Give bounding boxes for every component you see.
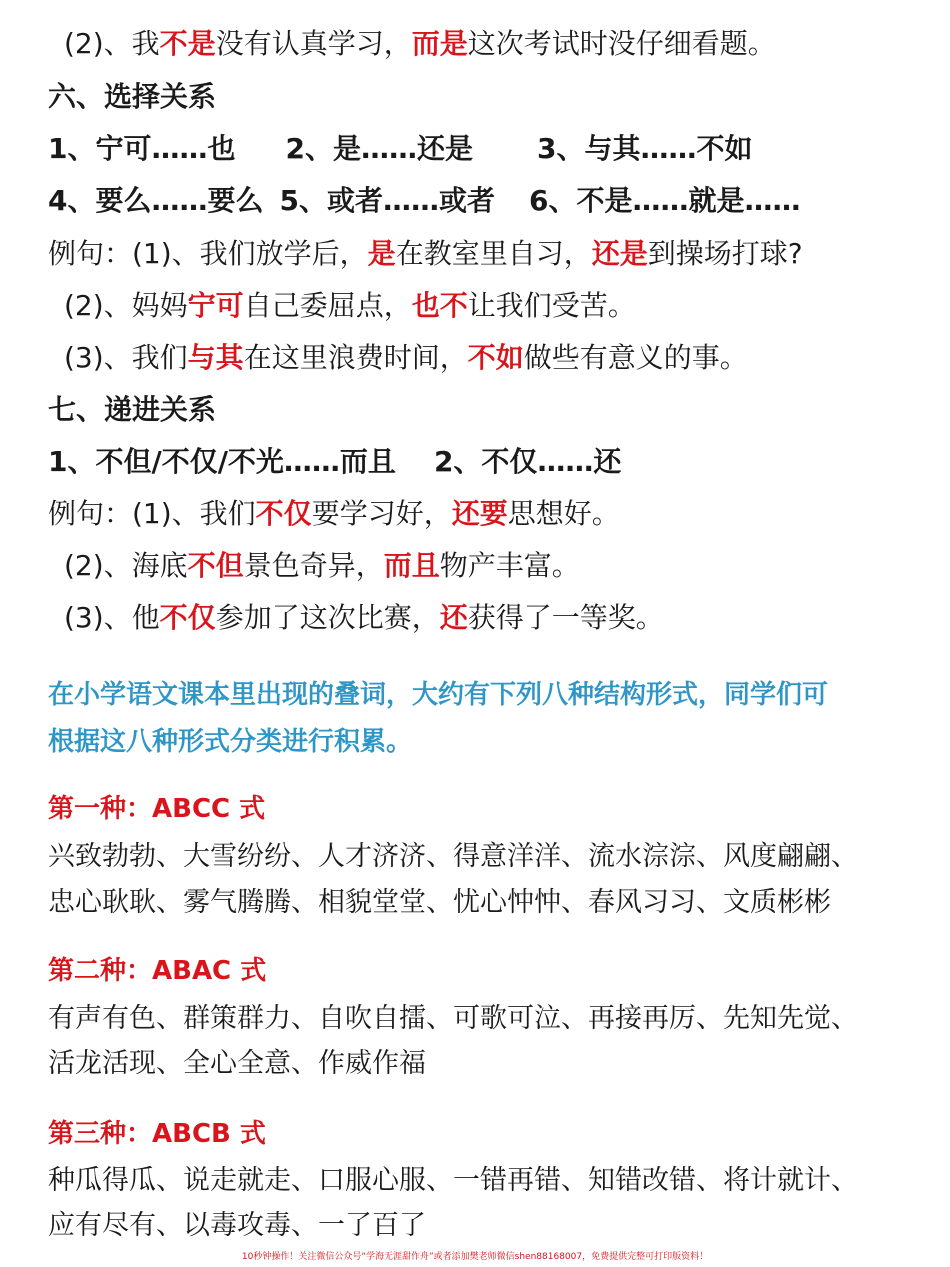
keyword: 还是 (591, 237, 648, 270)
example-line (48, 234, 803, 274)
keyword: 不但 (187, 549, 244, 582)
example-text: 在教室里自习， (395, 237, 592, 270)
word-list-line: 活龙活现、全心全意、作威作福 (48, 1048, 426, 1079)
word-list-line: 应有尽有、以毒攻毒、一了百了 (48, 1210, 426, 1241)
example-text: 自己委屈点， (243, 289, 412, 322)
word-list-line: 种瓜得瓜、说走就走、口服心服、一错再错、知错改错、将计就计、 (48, 1165, 858, 1196)
keyword: 也不 (411, 289, 468, 322)
keyword: 宁可 (187, 289, 244, 322)
word-list-line: 忠心耿耿、雾气腾腾、相貌堂堂、忧心忡忡、春风习习、文质彬彬 (48, 887, 831, 918)
keyword: 而是 (411, 27, 468, 60)
relation-item: 6、不是……就是…… (528, 184, 801, 217)
relation-item: 2、不仅……还 (433, 445, 622, 478)
example-text: (2)、我 (64, 27, 160, 60)
example-line (64, 598, 664, 638)
relation-item: 5、或者……或者 (279, 184, 495, 217)
example-line (64, 24, 776, 64)
relation-item: 2、是……还是 (285, 132, 473, 165)
example-text: 获得了一等奖。 (467, 601, 664, 634)
example-text: (2)、海底 (64, 549, 188, 582)
example-text: 思想好。 (507, 497, 620, 530)
example-line (64, 286, 636, 326)
example-text: 例句：(1)、我们 (48, 497, 256, 530)
example-line (48, 494, 620, 534)
keyword: 是 (367, 237, 396, 270)
relation-list-row (48, 181, 800, 221)
relation-item: 1、不但/不仅/不光……而且 (48, 445, 396, 478)
example-text: 到操场打球? (647, 237, 803, 270)
relation-item: 3、与其……不如 (536, 132, 753, 165)
section-title: 七、递进关系 (48, 393, 217, 426)
example-text: (3)、我们 (64, 341, 188, 374)
relation-list-row (48, 129, 752, 169)
type-title: 第三种：ABCB 式 (48, 1119, 266, 1149)
type-title: 第一种：ABCC 式 (48, 794, 266, 824)
keyword: 还 (439, 601, 468, 634)
example-text: (2)、妈妈 (64, 289, 188, 322)
keyword: 不仅 (255, 497, 312, 530)
word-list-line: 有声有色、群策群力、自吹自擂、可歌可泣、再接再厉、先知先觉、 (48, 1003, 858, 1034)
relation-item: 1、宁可……也 (48, 132, 236, 165)
footer-note: 10秒钟操作！关注微信公众号“学海无涯甜作舟”或者添加樊老师微信shen88168007，免费提供完整可打印版资料！ (241, 1252, 709, 1262)
example-line (64, 546, 580, 586)
word-list-line: 兴致勃勃、大雪纷纷、人才济济、得意洋洋、流水淙淙、风度翩翩、 (48, 841, 858, 872)
example-text: 参加了这次比赛， (215, 601, 440, 634)
example-text: 做些有意义的事。 (523, 341, 748, 374)
keyword: 而且 (383, 549, 440, 582)
example-text: 要学习好， (311, 497, 452, 530)
keyword: 不仅 (159, 601, 216, 634)
example-text: 景色奇异， (243, 549, 384, 582)
example-text: 没有认真学习， (215, 27, 412, 60)
example-line (64, 338, 748, 378)
keyword: 与其 (187, 341, 244, 374)
example-text: 在这里浪费时间， (243, 341, 468, 374)
intro-line: 在小学语文课本里出现的叠词，大约有下列八种结构形式，同学们可 (48, 680, 829, 710)
example-text: 物产丰富。 (439, 549, 580, 582)
keyword: 不如 (467, 341, 524, 374)
type-title: 第二种：ABAC 式 (48, 956, 267, 986)
example-text: 让我们受苦。 (467, 289, 636, 322)
example-text: 这次考试时没仔细看题。 (467, 27, 776, 60)
keyword: 不是 (159, 27, 216, 60)
keyword: 还要 (451, 497, 508, 530)
intro-line: 根据这八种形式分类进行积累。 (48, 727, 413, 757)
section-title: 六、选择关系 (48, 80, 217, 113)
example-text: (3)、他 (64, 601, 160, 634)
relation-item: 4、要么……要么 (48, 184, 264, 217)
relation-list-row (48, 442, 621, 482)
example-text: 例句：(1)、我们放学后， (48, 237, 368, 270)
